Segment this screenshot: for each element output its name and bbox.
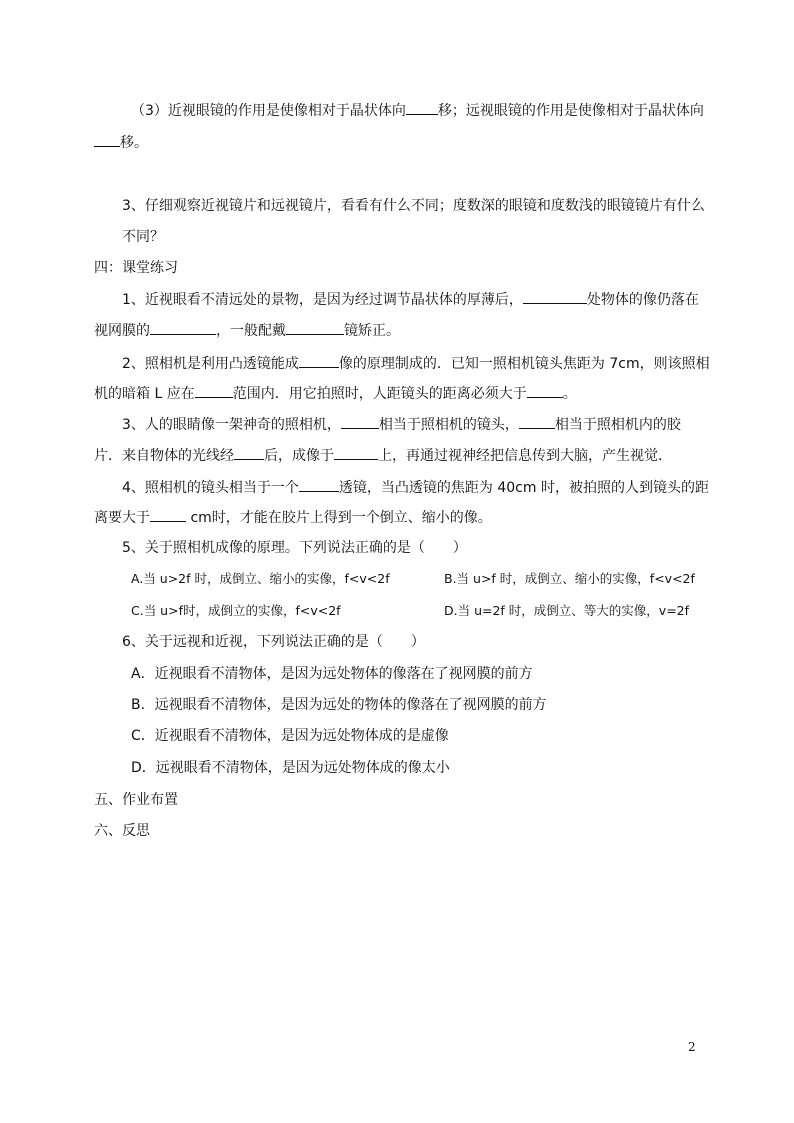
section-heading-homework: 五、作业布置	[94, 792, 178, 808]
section-heading-practice: 四：课堂练习	[94, 260, 178, 276]
question-3-part-3: （3）近视眼镜的作用是使像相对于晶状体向 移；远视眼镜的作用是使像相对于晶状体向	[131, 103, 704, 119]
exercise-6-option-d[interactable]: D．远视眼看不清物体，是因为远处物体成的像太小	[131, 760, 450, 776]
exercise-6-option-a[interactable]: A．近视眼看不清物体，是因为远处物体的像落在了视网膜的前方	[131, 666, 533, 682]
exercise-3-line-2: 片．来自物体的光线经 后，成像于 上，再通过视神经把信息传到大脑，产生视觉．	[94, 448, 672, 464]
answer-blank[interactable]	[406, 101, 438, 115]
question-3-line-1: 3、仔细观察近视镜片和远视镜片，看看有什么不同；度数深的眼镜和度数浅的眼镜镜片有什么	[122, 198, 705, 214]
exercise-1-line-1: 1、近视眼看不清远处的景物，是因为经过调节晶状体的厚薄后， 处物体的像仍落在	[122, 292, 699, 308]
question-3-line-2: 不同？	[122, 229, 164, 245]
exercise-5-stem: 5、关于照相机成像的原理。下列说法正确的是（ ）	[122, 540, 467, 556]
exercise-4-line-1: 4、照相机的镜头相当于一个 透镜，当凸透镜的焦距为 40cm 时，被拍照的人到镜头的距	[122, 480, 709, 496]
answer-blank[interactable]	[150, 321, 216, 335]
exercise-6-option-b[interactable]: B．远视眼看不清物体，是因为远处的物体的像落在了视网膜的前方	[131, 697, 547, 713]
answer-blank[interactable]	[334, 446, 378, 460]
answer-blank[interactable]	[234, 446, 264, 460]
answer-blank[interactable]	[195, 384, 233, 398]
page-number: 2	[688, 1040, 696, 1054]
exercise-3-line-1: 3、人的眼睛像一架神奇的照相机， 相当于照相机的镜头， 相当于照相机内的胶	[122, 417, 681, 433]
exercise-5-option-a[interactable]: A.当 u>2f 时，成倒立、缩小的实像，f<v<2f	[131, 571, 390, 586]
exercise-4-line-2: 离要大于 cm时，才能在胶片上得到一个倒立、缩小的像。	[94, 510, 492, 526]
exercise-2-line-1: 2、照相机是利用凸透镜能成 像的原理制成的．已知一照相机镜头焦距为 7cm，则该照相	[122, 356, 710, 372]
answer-blank[interactable]	[150, 508, 186, 522]
answer-blank[interactable]	[286, 321, 344, 335]
exercise-5-option-d[interactable]: D.当 u=2f 时，成倒立、等大的实像，v=2f	[444, 603, 690, 618]
answer-blank[interactable]	[341, 415, 379, 429]
exercise-1-line-2: 视网膜的 ，一般配戴 镜矫正。	[94, 323, 400, 339]
exercise-5-option-b[interactable]: B.当 u>f 时，成倒立、缩小的实像，f<v<2f	[444, 571, 695, 586]
answer-blank[interactable]	[299, 354, 339, 368]
exercise-6-stem: 6、关于远视和近视，下列说法正确的是（ ）	[122, 634, 425, 650]
exercise-6-option-c[interactable]: C．近视眼看不清物体，是因为远处物体成的是虚像	[131, 728, 449, 744]
exercise-2-line-2: 机的暗箱 L 应在 范围内．用它拍照时，人距镜头的距离必须大于 。	[94, 386, 577, 402]
answer-blank[interactable]	[523, 290, 587, 304]
answer-blank[interactable]	[299, 478, 339, 492]
answer-blank[interactable]	[519, 415, 555, 429]
question-3-part-3-cont: 移。	[94, 133, 148, 152]
exercise-5-option-c[interactable]: C.当 u>f时，成倒立的实像，f<v<2f	[131, 603, 341, 618]
section-heading-reflection: 六、反思	[94, 823, 150, 839]
answer-blank[interactable]	[94, 133, 120, 147]
answer-blank[interactable]	[527, 384, 563, 398]
